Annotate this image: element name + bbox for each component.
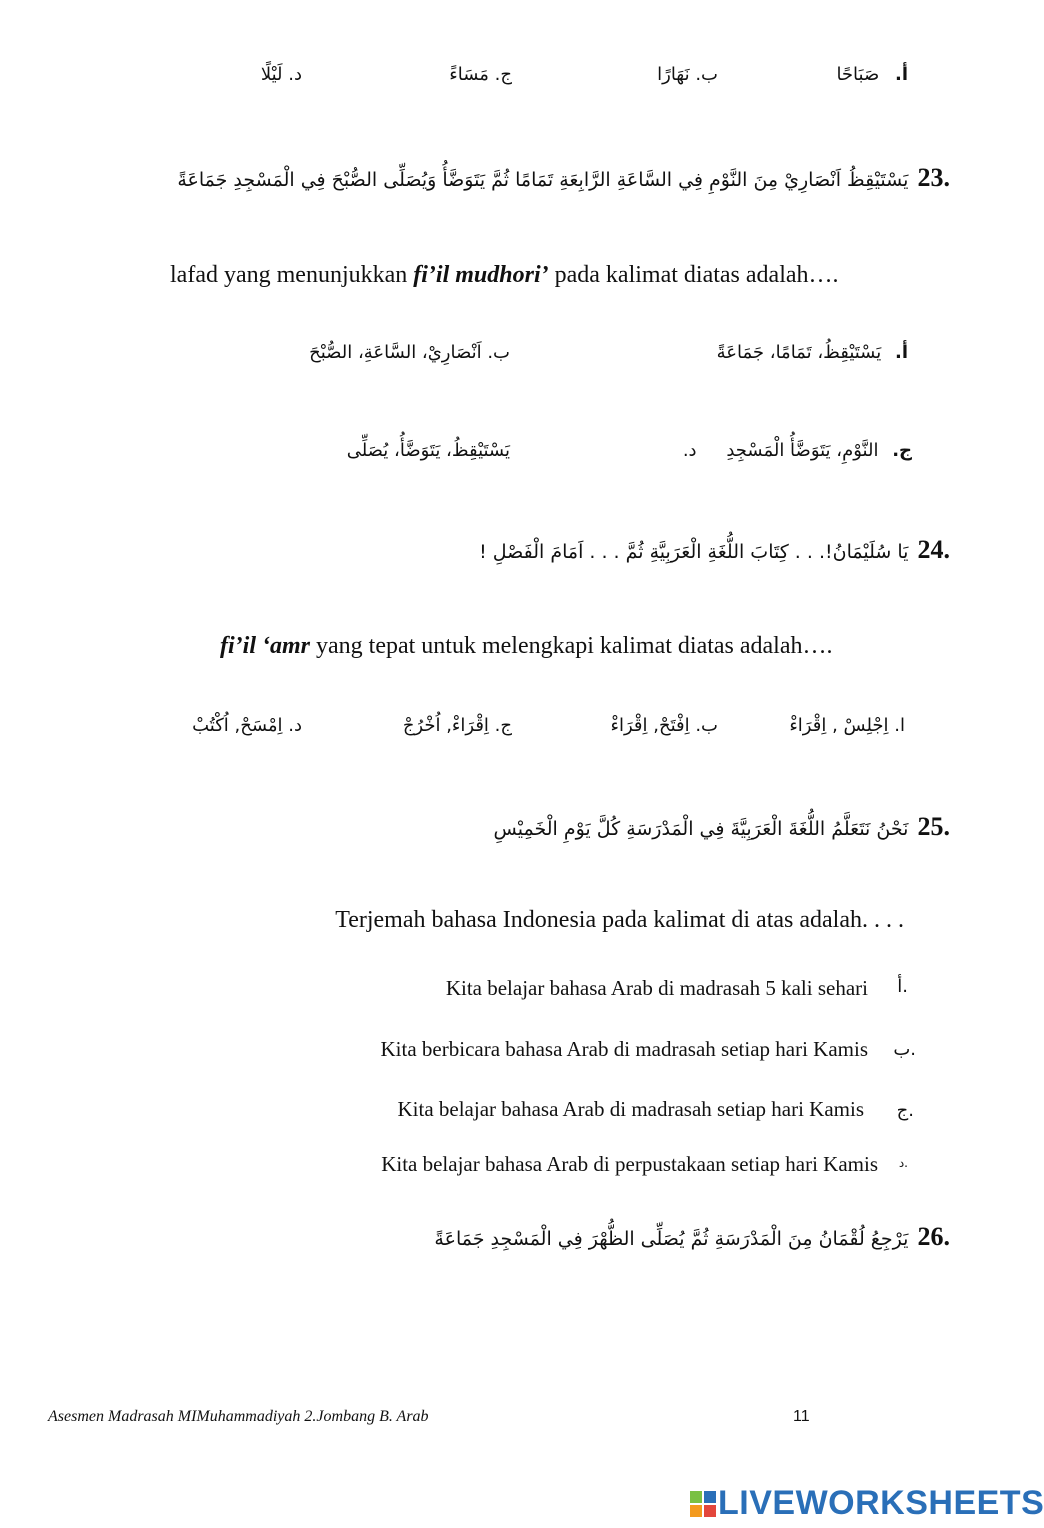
- q25-number: 25.: [917, 812, 950, 841]
- q25-option-a: Kita belajar bahasa Arab di madrasah 5 kali sehari: [445, 976, 868, 1000]
- q24-instruction-suffix: yang tepat untuk melengkapi kalimat diatas adalah….: [310, 633, 833, 659]
- q25-option-c: Kita belajar bahasa Arab di madrasah setiap hari Kamis: [397, 1097, 864, 1121]
- q24-sentence: يَا سُلَيْمَانُ!. . . كِتَابَ اللُّغَةِ الْعَرَبِيَّةِ ثُمَّ . . . اَمَامَ الْفَصْلِ !: [479, 541, 909, 563]
- q23-option-a-text: يَسْتَيْقِظُ، تَمَامًا، جَمَاعَةً: [716, 342, 882, 363]
- q24-option-a: ا. اِجْلِسْ , اِقْرَاءْ: [789, 715, 905, 736]
- q24-option-c: ج. اِقْرَاءْ, اُخْرُجْ: [402, 715, 512, 736]
- q23-instruction: [170, 262, 839, 289]
- q23-option-b: ب. اَنْصَارِيْ، السَّاعَةِ، الصُّبْحَ: [309, 342, 510, 363]
- liveworksheets-brand[interactable]: LIVEWORKSHEETS: [718, 1484, 1044, 1522]
- footer-text: Asesmen Madrasah MIMuhammadiyah 2.Jombang B. Arab: [48, 1408, 429, 1425]
- q24-option-d: د. اِمْسَحْ, اُكْتُبْ: [192, 715, 302, 736]
- q22-option-d: د. لَيْلًا: [260, 64, 302, 85]
- q24-stem: [479, 535, 950, 565]
- q22-option-b: ب. نَهَارًا: [657, 64, 718, 85]
- q25-option-d-letter: .د: [898, 1156, 908, 1170]
- q23-instruction-emphasis: fi’il mudhori’: [413, 262, 549, 288]
- q23-option-a: [717, 342, 908, 363]
- q23-option-c-letter: ج.: [892, 440, 912, 461]
- q25-option-b-letter: .ب: [893, 1039, 916, 1060]
- q23-instruction-suffix: pada kalimat diatas adalah….: [548, 262, 839, 288]
- q23-option-a-letter: أ.: [894, 342, 908, 363]
- q22-option-a-letter: أ.: [894, 64, 908, 85]
- q25-option-a-letter: .أ: [897, 976, 908, 997]
- liveworksheets-logo-icon: [690, 1491, 716, 1517]
- q26-sentence: يَرْجِعُ لُقْمَانُ مِنَ الْمَدْرَسَةِ ثُمَّ يُصَلِّى الظُّهْرَ فِي الْمَسْجِدِ جَمَاعَةً: [434, 1228, 909, 1250]
- q23-stem: [177, 163, 950, 193]
- q25-sentence: نَحْنُ نَتَعَلَّمُ اللُّغَةَ الْعَرَبِيَّةَ فِي الْمَدْرَسَةِ كُلَّ يَوْمِ الْخَمِيْسِ: [493, 818, 909, 840]
- q23-option-d: يَسْتَيْقِظُ، يَتَوَضَّأُ، يُصَلِّى: [346, 440, 510, 461]
- q23-sentence: يَسْتَيْقِظُ اَنْصَارِيْ مِنَ النَّوْمِ فِي السَّاعَةِ الرَّابِعَةِ تَمَامًا ثُمَّ يَتَوَضَّأُ وَيُصَلِّى الصُّبْحَ فِي الْمَسْجِدِ جَمَاعَةً: [177, 169, 909, 191]
- q23-instruction-prefix: lafad yang menunjukkan: [170, 262, 414, 288]
- q23-number: 23.: [917, 163, 950, 192]
- q25-instruction: Terjemah bahasa Indonesia pada kalimat di atas adalah. . . .: [335, 907, 904, 933]
- q25-option-d: Kita belajar bahasa Arab di perpustakaan setiap hari Kamis: [381, 1152, 878, 1176]
- q23-option-c-text: النَّوْمِ، يَتَوَضَّأُ الْمَسْجِدِ: [726, 440, 879, 461]
- q26-stem: [434, 1222, 950, 1252]
- q25-stem: [494, 812, 951, 842]
- q23-option-d-letter: د.: [682, 440, 697, 461]
- q25-option-b: Kita berbicara bahasa Arab di madrasah setiap hari Kamis: [380, 1037, 868, 1061]
- q26-number: 26.: [917, 1222, 950, 1251]
- q23-option-c: [683, 440, 912, 461]
- q25-option-c-letter: .ج: [896, 1100, 914, 1121]
- q22-option-c: ج. مَسَاءً: [449, 64, 512, 85]
- q22-option-a-text: صَبَاحًا: [836, 64, 880, 85]
- q24-instruction-emphasis: fi’il ‘amr: [220, 633, 310, 659]
- q22-option-a: [836, 64, 908, 85]
- q24-option-b: ب. اِفْتَحْ, اِقْرَاءْ: [610, 715, 718, 736]
- q24-number: 24.: [917, 535, 950, 564]
- page-number: 11: [793, 1408, 810, 1425]
- q24-instruction: [220, 633, 833, 660]
